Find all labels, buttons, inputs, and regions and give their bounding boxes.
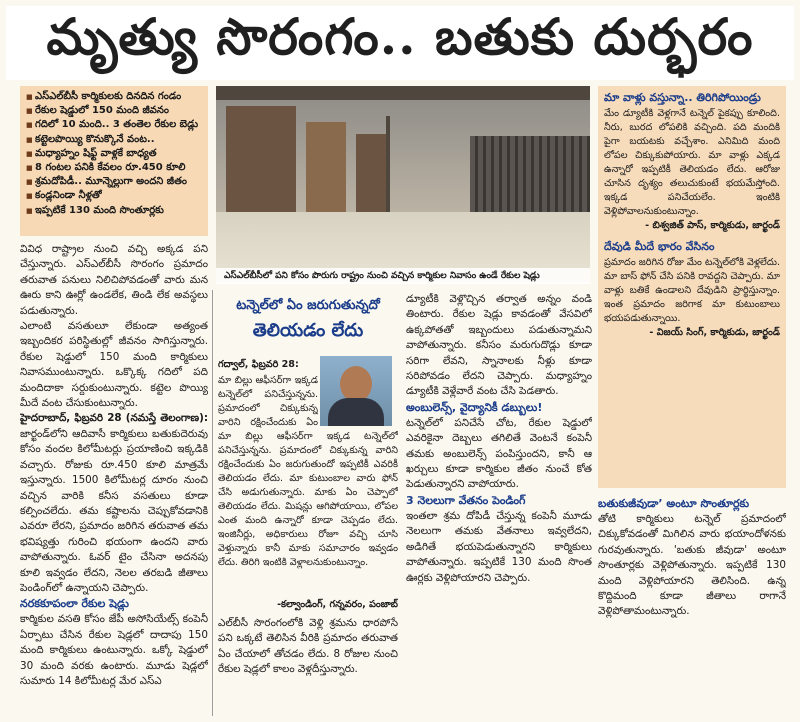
body-text: టన్నెల్‌లో పనిచేసే చోట, రేకుల షెడ్డులో ఎవరికైనా దెబ్బలు తగిలితే వెంటనే కంపెనీ తమకు అంబులెన్స్ పంపిస్తుందని, కానీ ఆ ఖర్చులు కూడా కార్మికుల జీతం నుంచే కోత పెడుతున్నారని వాపోయారు. [406, 416, 592, 491]
shed-photo [216, 86, 590, 282]
sidebar-signature: -కల్వాండింగ్‌, గన్నవరం, పంజాబ్ [277, 599, 398, 610]
sidebar-headline-line1: టన్నెల్‌లో ఏం జరుగుతున్నదో [236, 298, 380, 313]
section-subhead: నరకకూపంలా రేకుల షెడ్లు [20, 597, 129, 611]
key-point: ■ 8 గంటల పనికి కేవలం రూ.450 కూలి [26, 161, 202, 175]
worker-portrait [320, 356, 392, 426]
body-text: మా బిల్లు ఆఫీసర్‌గా ఇక్కడ టన్నెల్‌లో పనిచేస్తున్నను. ప్రమాదంలో చిక్కుకున్న వారిని రక్షించేందుకు ఏం [218, 375, 318, 428]
section-subhead: 3 నెలలుగా వేతనం పెండింగ్‌ [406, 493, 526, 507]
body-text: ఎలాంటి వసతులూ లేకుండా అత్యంత ఇబ్బందికర పరిస్థితుల్లో జీవనం సాగిస్తున్నారు. రేకుల షెడ్డులో 150 మంది కార్మికులు నివాసముంటున్నారు. ఒక్కొక్క గదిలో పది మందిదాకా సర్దుకుంటున్నారు. కట్టెల పొయ్యి మీదే వంట చేసుకుంటున్నారు. [20, 320, 208, 410]
headline: మృత్యు సొరంగం.. బతుకు దుర్భరం [6, 6, 794, 80]
body-text: ఇంతలా శ్రమ దోపిడీ చేస్తున్న కంపెనీ మూడు నెలలుగా తమకు వేతనాలు ఇవ్వలేదని, అడిగితే భయపెడుతున్నారని కార్మికులు వాపోతున్నారు. ఇప్పటికే 130 మంది సొంత ఊర్లకు వెళ్లిపోయారని చెప్పారు. [406, 509, 592, 584]
quote-signature: - బిశ్వజిత్‌ పాస్‌, కార్మికుడు, జార్ఖండ్ [645, 220, 780, 231]
quote-title: మా వాళ్లు వస్తున్నా.. తిరిగిపోయిండ్రు [604, 91, 761, 104]
sidebar-headline [218, 294, 398, 356]
body-text: ఎల్‌బీసీ సొరంగంలోకి వెళ్లి శ్రమను ధారపోసే పని ఒక్కటే తెలిసిన వీరికి ప్రమాదం తరువాత ఏం చేయాలో తోచడం లేదు. 8 రోజుల నుంచి రేకుల షెడ్లలో కాలం వెళ్లదీస్తున్నారు. [218, 617, 398, 676]
body-text: మా బిల్లు ఆఫీసర్‌గా ఇక్కడ టన్నెల్‌లో పనిచేస్తున్నను. ప్రమాదంలో చిక్కుకున్న వారిని రక్షించేందుకు ఏం జరుగుతుందో ఇప్పటికీ ఎవరికీ తెలియడం లేదు. మా కుటుంబాల వారు ఫోన్ చేసి అడుగుతున్నారు. మాకు ఏం చెప్పాలో తెలియడం లేదు. మిషన్లు ఆగిపోయాయి, లోపల ఎంత మంది ఉన్నారో కూడా చెప్పడం లేదు. ఇంజినీర్లు, అధికారులు రోజూ వచ్చి చూసి వెళ్తున్నారు కానీ మాకు సమాచారం ఇవ్వడం లేదు. తిరిగి ఇంటికి వెళ్లాలనుకుంటున్నాం. [218, 431, 398, 568]
key-point: ■ రేకుల షెడ్డులో 150 మంది జీవనం [26, 104, 202, 118]
dateline: గద్వాల్‌, ఫిబ్రవరి 28: [218, 359, 299, 370]
key-points-box [20, 86, 208, 236]
key-point: ■ ఎస్‌ఎల్‌బీసీ కార్మికులకు దినదిన గండం [26, 90, 202, 104]
article-column-3 [406, 292, 592, 714]
quote-signature: - విజయ్‌ సింగ్‌, కార్మికుడు, జార్ఖండ్ [649, 327, 780, 338]
photo-caption: ఎస్ఎల్‌బీసీలో పని కోసం పొరుగు రాష్ట్రం నుంచి వచ్చిన కార్మికుల నివాసం ఉండే రేకుల షెడ్లు [216, 268, 590, 284]
dateline: హైదరాబాద్‌, ఫిబ్రవరి 28 (నమస్తే తెలంగాణ): [20, 412, 208, 425]
sidebar-headline-line2: తెలియడం లేదు [252, 320, 364, 341]
body-text: కార్మికుల వసతి కోసం జేపీ అసోసియేట్స్‌ కంపెనీ ఏర్పాటు చేసిన రేకుల షెడ్లలో దాదాపు 150 మంది కార్మికులు ఉంటున్నారు. ఒక్కో షెడ్డులో 30 మంది వరకు ఉంటారు. మూడు షెడ్లలో సుమారు 14 కిలోమీటర్ల మేర ఎస్‌ఎ [20, 613, 208, 687]
quote-text: ప్రమాదం జరిగిన రోజు మేం టన్నెల్‌లోకి వెళ్లలేదు. మా బాస్ ఫోన్ చేసి పనికి రావద్దని చెప్పారు. మా వాళ్లు బతికే ఉండాలని దేవుడిని ప్రార్థిస్తున్నాం. ఇంత ప్రమాదం జరిగాక మా కుటుంబాలు భయపడుతున్నాయి. [604, 257, 780, 324]
quotes-box [598, 86, 786, 488]
quote-title: దేవుడి మీదే భారం వేసినం [604, 240, 715, 253]
section-subhead: బతుకుజీవుడా’ అంటూ సొంతూర్లకు [598, 497, 750, 510]
key-point: ■ గదిలో 10 మంది.. 3 తంతెల రేకుల బెడ్లు [26, 118, 202, 132]
key-point: ■ ఇప్పటికే 130 మంది సొంతూర్లకు [26, 204, 202, 218]
sidebar-body [218, 430, 398, 598]
quote-text: మేం డ్యూటీకి వెళ్లగానే టన్నెల్ పైకప్పు కూలింది. నీరు, బురద లోపలికి వచ్చింది. పది మందికి పైగా బయటకు వచ్చేశాం. ఎనిమిది మంది లోపల చిక్కుకుపోయారు. మా వాళ్లు ఎక్కడ ఉన్నారో ఇప్పటికీ తెలియడం లేదు. ఆరోజు చూసిన దృశ్యం తలుచుకుంటే భయమేస్తోంది. ఇక్కడ పనిచేయలేం. ఇంటికి వెళ్లిపోవాలనుకుంటున్నాం. [604, 108, 780, 217]
article-column-right [598, 496, 786, 714]
intro-text: వివిధ రాష్ట్రాల నుంచి వచ్చి అక్కడ పని చేస్తున్నారు. ఎస్‌ఎల్‌బీసీ సొరంగం ప్రమాదం తరువాత పనులు నిలిచిపోవడంతో వారు మన ఊరు కాని ఊర్లో ఉండలేక, తిండి లేక అవస్థలు పడుతున్నారు. [20, 243, 208, 317]
article-column-1 [20, 242, 208, 712]
sidebar-body-bottom [218, 616, 398, 714]
key-point: ■ శ్రమదోపిడీ.. మూన్నెల్లుగా అందని జీతం [26, 175, 202, 189]
key-point: ■ కట్టెలపొయ్యి కొనుక్కొనే వంట.. [26, 133, 202, 147]
key-point: ■ కండ్లనిండా నీళ్లతో [26, 189, 202, 203]
body-text: డ్యూటీకి వెళ్లొచ్చిన తర్వాత అన్నం వండి తింటారు. రేకుల షెడ్లు కావడంతో వేసవిలో ఉక్కపోతతో ఇబ్బందులు పడుతున్నామని వాపోతున్నారు. కనీసం మరుగుదొడ్లు కూడా సరిగా లేవని, స్నానాలకు నీళ్లు కూడా సరిపోవడం లేదని చెప్పారు. మధ్యాహ్నం డ్యూటీకి వెళ్లేవారే వంట చేసి పెడతారు. [406, 293, 592, 398]
sidebar-body-top [218, 374, 318, 430]
body-text: జార్ఖండ్‌లోని ఆదివాసీ కార్మికులు బతుకుదెరువు కోసం వందల కిలోమీటర్లు ప్రయాణించి ఇక్కడికి వచ్చారు. రోజుకు రూ.450 కూలి మాత్రమే ఇస్తున్నారు. 1500 కిలోమీటర్ల దూరం నుంచి వచ్చిన వారికి కనీస వసతులు కూడా కల్పించలేదు. తమ కష్టాలను చెప్పుకోవడానికి ఎవరూ లేరని, ప్రమాదం జరిగిన తరువాత తమ భవిష్యత్తు గురించి భయంగా ఉందని వారు వాపోతున్నారు. ఓవర్ టైం చేసినా అదనపు కూలి ఇవ్వడం లేదని, నెలల తరబడి జీతాలు పెండింగ్‌లో ఉన్నాయని చెప్పారు. [20, 427, 208, 594]
key-point: ■ మధ్యాహ్నం షిఫ్ట్ వాళ్లకే బాధ్యత [26, 147, 202, 161]
section-subhead: అంబులెన్స్‌, వైద్యానికీ డబ్బులు! [406, 400, 543, 414]
body-text: తోటి కార్మికులు టన్నెల్ ప్రమాదంలో చిక్కుకోవడంతో మిగిలిన వారు భయాందోళనకు గురవుతున్నారు. 'బతుకు జీవుడా' అంటూ సొంతూర్లకు వెళ్లిపోతున్నారు. ఇప్పటికే 130 మంది వెళ్లిపోయారని తెలిసింది. ఉన్న కొద్దిమంది కూడా జీతాలు రాగానే వెళ్లిపోతామంటున్నారు. [598, 513, 786, 618]
